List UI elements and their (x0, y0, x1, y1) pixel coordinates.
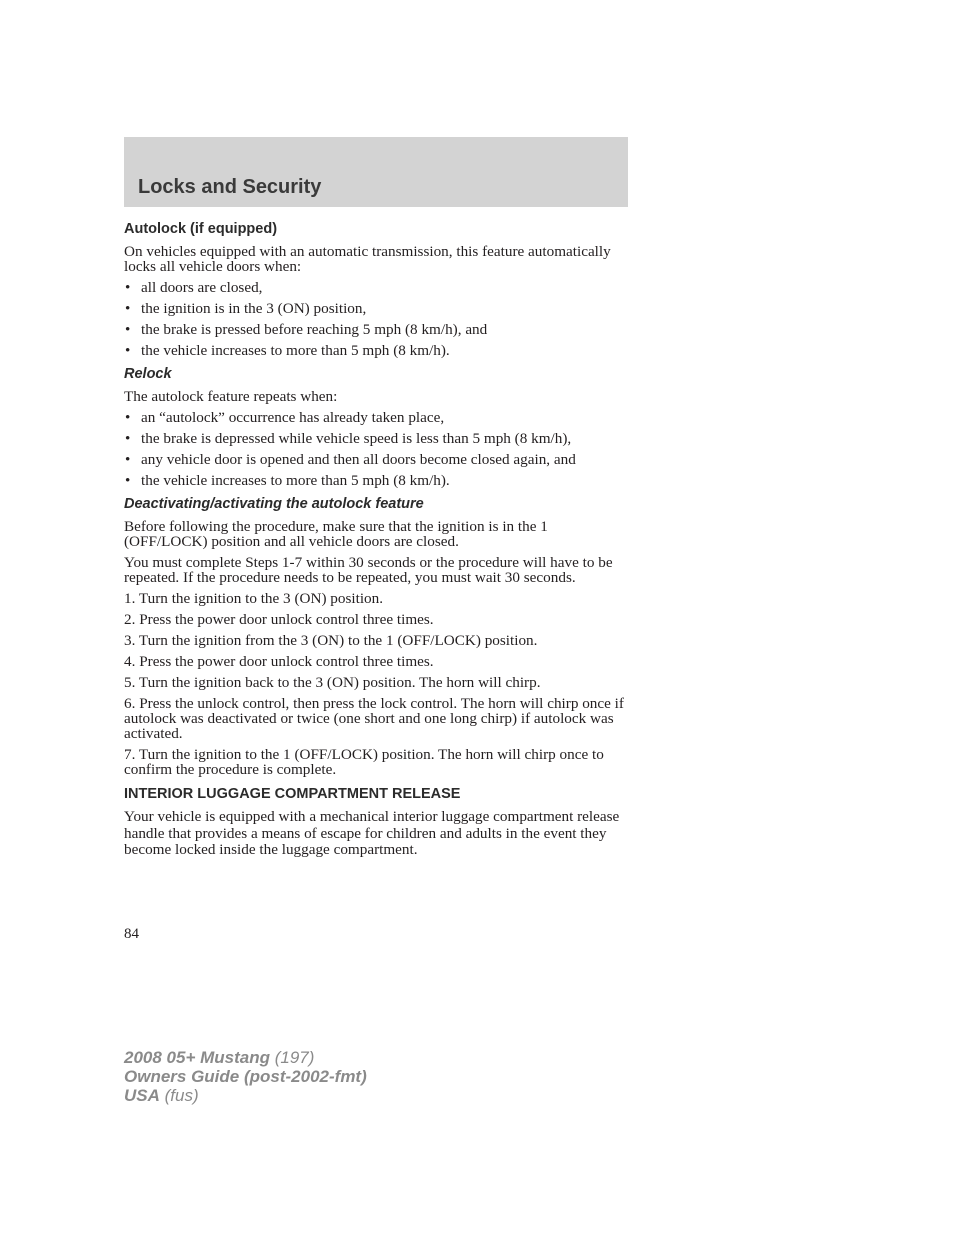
footer-line-1: 2008 05+ Mustang (197) (124, 1048, 315, 1067)
list-item: • the ignition is in the 3 (ON) position, (125, 300, 367, 317)
list-item: • the brake is pressed before reaching 5 mph (8 km/h), and (125, 321, 488, 338)
list-item: • all doors are closed, (125, 279, 263, 296)
bullet-icon: • (125, 279, 131, 296)
list-item: • any vehicle door is opened and then all doors become closed again, and (125, 451, 576, 468)
list-item: 6. Press the unlock control, then press the lock control. The horn will chirp once if autolock was deactivated or twice (one short and one long chirp) if autolock was activated. (124, 695, 624, 742)
bullet-icon: • (125, 451, 131, 468)
section-title: Locks and Security (138, 176, 322, 198)
deactivating-para-2: You must complete Steps 1-7 within 30 seconds or the procedure will have to be repeated. If the procedure needs to be repeated, you must wait 30 seconds. (124, 554, 613, 586)
bullet-icon: • (125, 409, 131, 426)
list-item: 3. Turn the ignition from the 3 (ON) to the 1 (OFF/LOCK) position. (124, 632, 538, 649)
relock-intro: The autolock feature repeats when: (124, 388, 338, 405)
bullet-icon: • (125, 300, 131, 317)
bullet-icon: • (125, 430, 131, 447)
bullet-icon: • (125, 472, 131, 489)
deactivating-para-1: Before following the procedure, make sure that the ignition is in the 1 (OFF/LOCK) position and all vehicle doors are closed. (124, 518, 548, 550)
deactivating-heading: Deactivating/activating the autolock feature (124, 496, 424, 512)
page-content (124, 220, 628, 865)
section-header-band (124, 137, 628, 207)
list-item: 1. Turn the ignition to the 3 (ON) position. (124, 590, 384, 607)
autolock-intro: On vehicles equipped with an automatic transmission, this feature automatically locks all vehicle doors when: (124, 243, 611, 275)
list-item: • an “autolock” occurrence has already taken place, (125, 409, 445, 426)
autolock-bullet-list (124, 280, 628, 358)
autolock-heading: Autolock (if equipped) (124, 221, 278, 237)
relock-bullet-list (124, 410, 628, 488)
footer-line-2: Owners Guide (post-2002-fmt) (124, 1067, 367, 1086)
list-item: • the vehicle increases to more than 5 mph (8 km/h). (125, 472, 450, 489)
procedure-steps (124, 591, 628, 777)
bullet-icon: • (125, 342, 131, 359)
list-item: 4. Press the power door unlock control three times. (124, 653, 434, 670)
list-item: 2. Press the power door unlock control three times. (124, 611, 434, 628)
document-footer (124, 1048, 367, 1105)
list-item: • the vehicle increases to more than 5 mph (8 km/h). (125, 342, 450, 359)
page-number: 84 (124, 926, 139, 942)
list-item: • the brake is depressed while vehicle speed is less than 5 mph (8 km/h), (125, 430, 572, 447)
luggage-release-heading: INTERIOR LUGGAGE COMPARTMENT RELEASE (124, 786, 461, 802)
list-item: 7. Turn the ignition to the 1 (OFF/LOCK) position. The horn will chirp once to confirm the procedure is complete. (124, 746, 604, 778)
list-item: 5. Turn the ignition back to the 3 (ON) position. The horn will chirp. (124, 674, 541, 691)
relock-heading: Relock (124, 366, 172, 382)
bullet-icon: • (125, 321, 131, 338)
luggage-release-para: Your vehicle is equipped with a mechanical interior luggage compartment release handle that provides a means of escape for children and adults in the event they become locked inside the luggage compartment. (124, 808, 620, 858)
footer-line-3: USA (fus) (124, 1086, 199, 1105)
